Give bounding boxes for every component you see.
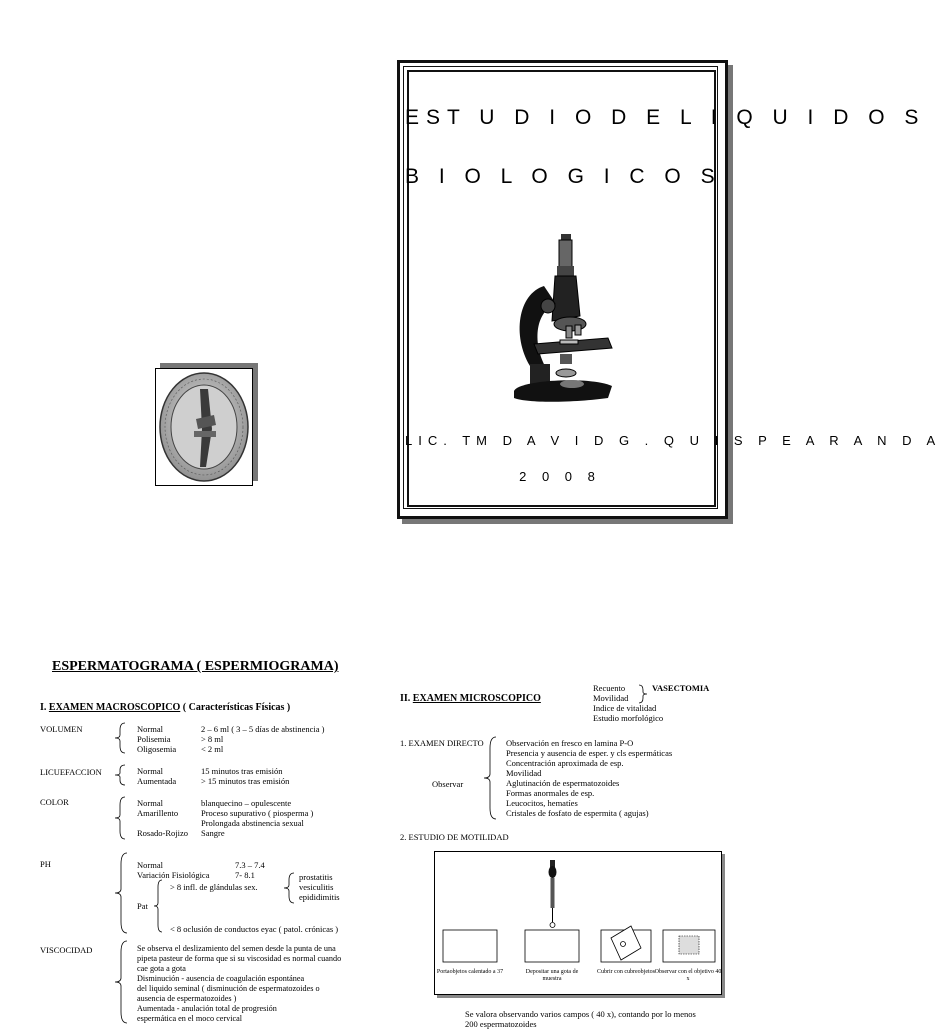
ph-lt8: < 8 oclusión de conductos eyac ( patol. crónicas ) [170, 924, 339, 934]
cover-year: 2 0 0 8 [519, 469, 601, 484]
vasectomia-label: VASECTOMIA [652, 683, 710, 693]
licuefaccion-brace [114, 764, 126, 786]
panel-caption-4: Observar con el objetivo 40 x [654, 969, 722, 982]
ph-label: PH [40, 859, 51, 869]
observar-label: Observar [432, 779, 464, 789]
directo-item: Movilidad [506, 768, 542, 778]
doc-title: ESPERMATOGRAMA ( ESPERMIOGRAMA) [52, 659, 339, 674]
licuefaccion-label: LICUEFACCION [40, 767, 102, 777]
ph-variacion-value: 7- 8.1 [235, 870, 255, 880]
viscocidad-line: del liquido seminal ( disminución de espermatozoides o [137, 984, 320, 993]
viscocidad-line: cae gota a gota [137, 964, 186, 973]
examen-directo-label: 1. EXAMEN DIRECTO [400, 738, 484, 748]
ph-vesiculitis: vesiculitis [299, 882, 334, 892]
vasectomia-brace [638, 684, 648, 704]
licuefaccion-normal-value: 15 minutos tras emisión [201, 766, 283, 776]
ph-gt8: > 8 infl. de glándulas sex. [170, 882, 258, 892]
viscocidad-line: pipeta pasteur de forma que si su viscosidad es normal cuando [137, 954, 342, 963]
college-seal-image [156, 369, 252, 485]
directo-item: Formas anormales de esp. [506, 788, 595, 798]
cover-author: LIC. TM D A V I D G . Q U I S P E A R A N D A [405, 433, 941, 448]
micro-list-recuento: Recuento [593, 683, 626, 693]
volumen-normal-value: 2 – 6 ml ( 3 – 5 días de abstinencia ) [201, 724, 325, 734]
micro-title-main: EXAMEN MICROSCOPICO [412, 693, 541, 704]
color-amarillento: Amarillento [137, 808, 179, 818]
volumen-polisemia-value: > 8 ml [201, 734, 224, 744]
microscope-illustration [500, 226, 625, 426]
viscocidad-line: Aumentada - anulación total de progresión [137, 1004, 277, 1013]
ph-brace [114, 852, 128, 934]
ph-variacion: Variación Fisiológica [137, 870, 210, 880]
directo-item: Concentración aproximada de esp. [506, 758, 624, 768]
macro-title-rest: ( Características Físicas ) [180, 702, 291, 713]
licuefaccion-normal: Normal [137, 766, 163, 776]
panel-caption-3: Cubrir con cubreobjetos [597, 969, 655, 975]
motilidad-diagram [434, 851, 722, 995]
micro-title-num: II. [400, 693, 413, 704]
directo-item: Cristales de fosfato de espermita ( agujas) [506, 808, 649, 818]
color-normal-value: blanquecino – opulescente [201, 798, 292, 808]
color-rosado: Rosado-Rojizo [137, 828, 188, 838]
ph-epididimitis: epididimitis [299, 892, 340, 902]
micro-list-movilidad: Movilidad [593, 693, 629, 703]
macro-title-num: I. [40, 702, 49, 713]
macro-section-title [40, 702, 290, 713]
volumen-oligosemia-value: < 2 ml [201, 744, 224, 754]
panel-caption-1: Portaobjetos calentado a 37 [436, 969, 504, 975]
ph-pat-label: Pat [137, 901, 148, 911]
licuefaccion-aumentada-value: > 15 minutos tras emisión [201, 776, 290, 786]
ph-normal-value: 7.3 – 7.4 [235, 860, 265, 870]
volumen-normal: Normal [137, 724, 163, 734]
motilidad-footer-line1: Se valora observando varios campos ( 40 x), contando por lo menos [465, 1009, 696, 1019]
viscocidad-line: Se observa el deslizamiento del semen desde la punta de una [137, 944, 336, 953]
color-brace [114, 796, 126, 840]
micro-section-title [400, 693, 541, 704]
color-rosado-value: Sangre [201, 828, 225, 838]
volumen-polisemia: Polisemia [137, 734, 171, 744]
motilidad-footer-line2: 200 espermatozoides [465, 1019, 537, 1029]
viscocidad-line: Disminución - ausencia de coagulación espontánea [137, 974, 305, 983]
directo-brace [483, 736, 497, 820]
viscocidad-text [137, 944, 368, 1024]
directo-item: Presencia y ausencia de esper. y cls espermáticas [506, 748, 673, 758]
ph-prostatitis: prostatitis [299, 872, 333, 882]
licuefaccion-aumentada: Aumentada [137, 776, 177, 786]
cover-title-line2: B I O L O G I C O S [405, 165, 722, 188]
volumen-brace [114, 722, 126, 754]
color-label: COLOR [40, 797, 69, 807]
panel-caption-2: Depositar una gota de muestra [525, 969, 579, 982]
color-amarillento-value1: Proceso supurativo ( piosperma ) [201, 808, 314, 818]
viscocidad-brace [114, 940, 128, 1024]
color-amarillento-value2: Prolongada abstinencia sexual [201, 818, 304, 828]
ph-normal: Normal [137, 860, 163, 870]
volumen-label: VOLUMEN [40, 724, 83, 734]
directo-item: Observación en fresco en lamina P-O [506, 738, 634, 748]
ph-infl-brace [283, 872, 295, 904]
color-normal: Normal [137, 798, 163, 808]
micro-list-vitalidad: Indice de vitalidad [593, 703, 657, 713]
volumen-oligosemia: Oligosemia [137, 744, 177, 754]
directo-item: Leucocitos, hematíes [506, 798, 578, 808]
cover-title-line1: EST U D I O D E L I Q U I D O S [405, 106, 926, 129]
viscocidad-line: espermática en el moco cervical [137, 1014, 243, 1023]
ph-pat-brace [153, 879, 163, 933]
macro-title-main: EXAMEN MACROSCOPICO [48, 702, 181, 713]
directo-item: Aglutinación de espermatozoides [506, 778, 620, 788]
college-seal-box [155, 368, 253, 486]
viscocidad-label: VISCOCIDAD [40, 945, 93, 955]
micro-list-morfologico: Estudio morfológico [593, 713, 664, 723]
motilidad-label: 2. ESTUDIO DE MOTILIDAD [400, 832, 509, 842]
viscocidad-line: ausencia de espermatozoides ) [137, 994, 237, 1003]
